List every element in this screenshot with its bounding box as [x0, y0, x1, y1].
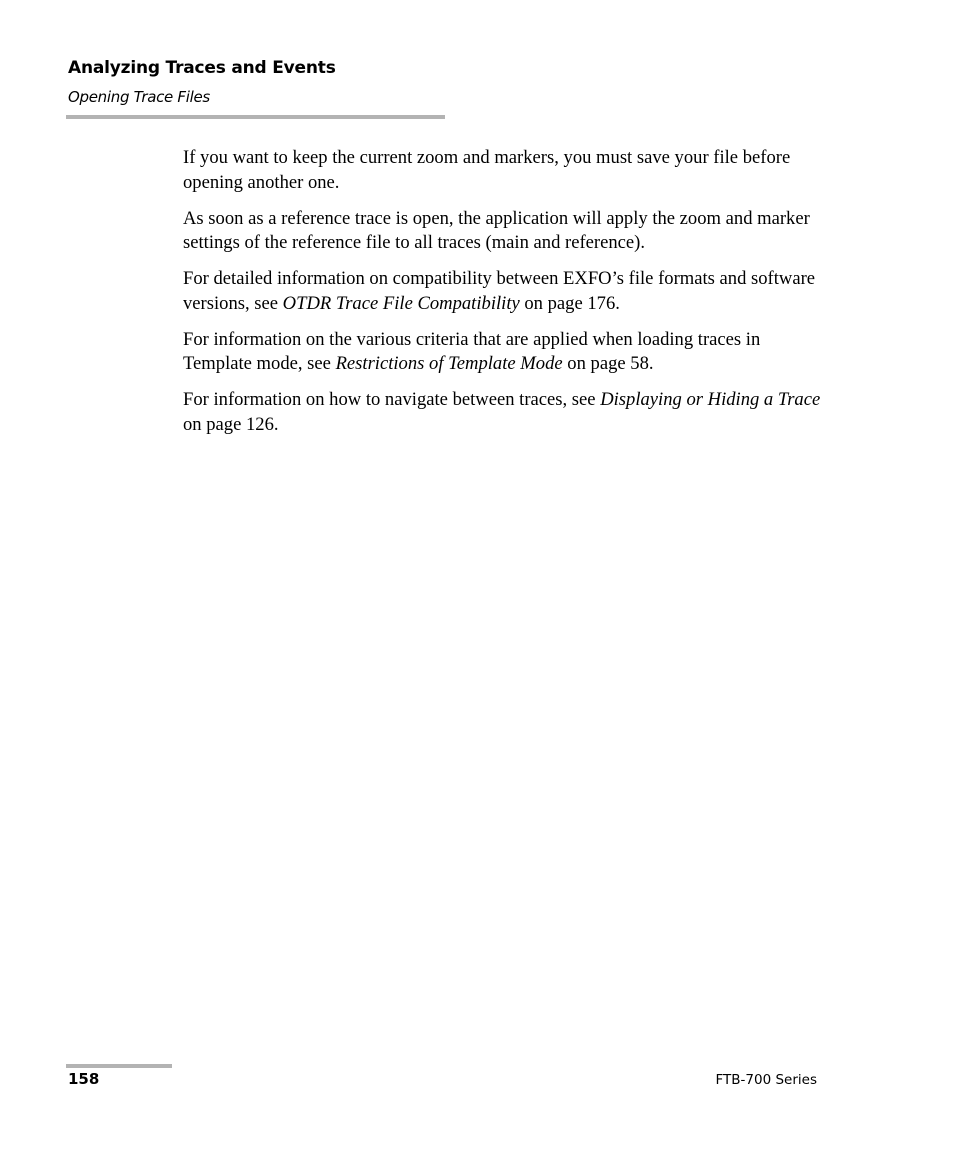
body-text	[183, 146, 833, 449]
paragraph-text: For information on how to navigate between traces, see	[183, 389, 601, 410]
section-subtitle: Opening Trace Files	[68, 88, 210, 106]
paragraph-template-mode	[183, 328, 833, 377]
paragraph-text: on page 176.	[519, 292, 620, 314]
cross-reference-link[interactable]: Displaying or Hiding a Trace	[600, 389, 821, 410]
paragraph-compatibility	[183, 267, 833, 316]
footer-divider	[66, 1064, 172, 1068]
header-divider	[66, 115, 445, 119]
product-series: FTB-700 Series	[715, 1072, 817, 1088]
cross-reference-link[interactable]: OTDR Trace File Compatibility	[282, 292, 520, 314]
paragraph-text: For detailed information on compatibility between EXFO’s file formats and software versions, see	[183, 268, 816, 314]
paragraph-zoom-markers: If you want to keep the current zoom and markers, you must save your file before opening another one.	[183, 147, 791, 193]
cross-reference-link[interactable]: Restrictions of Template Mode	[335, 353, 563, 374]
page-number: 158	[68, 1070, 100, 1088]
paragraph-text: on page 58.	[562, 353, 654, 374]
paragraph-reference-trace: As soon as a reference trace is open, the application will apply the zoom and marker settings of the reference file to all traces (main and reference).	[183, 207, 810, 253]
paragraph-text: on page 126.	[183, 413, 279, 435]
paragraph-text: For information on the various criteria that are applied when loading traces in Template mode, see	[183, 328, 761, 374]
chapter-title: Analyzing Traces and Events	[68, 58, 336, 78]
paragraph-navigate-traces	[183, 388, 833, 437]
